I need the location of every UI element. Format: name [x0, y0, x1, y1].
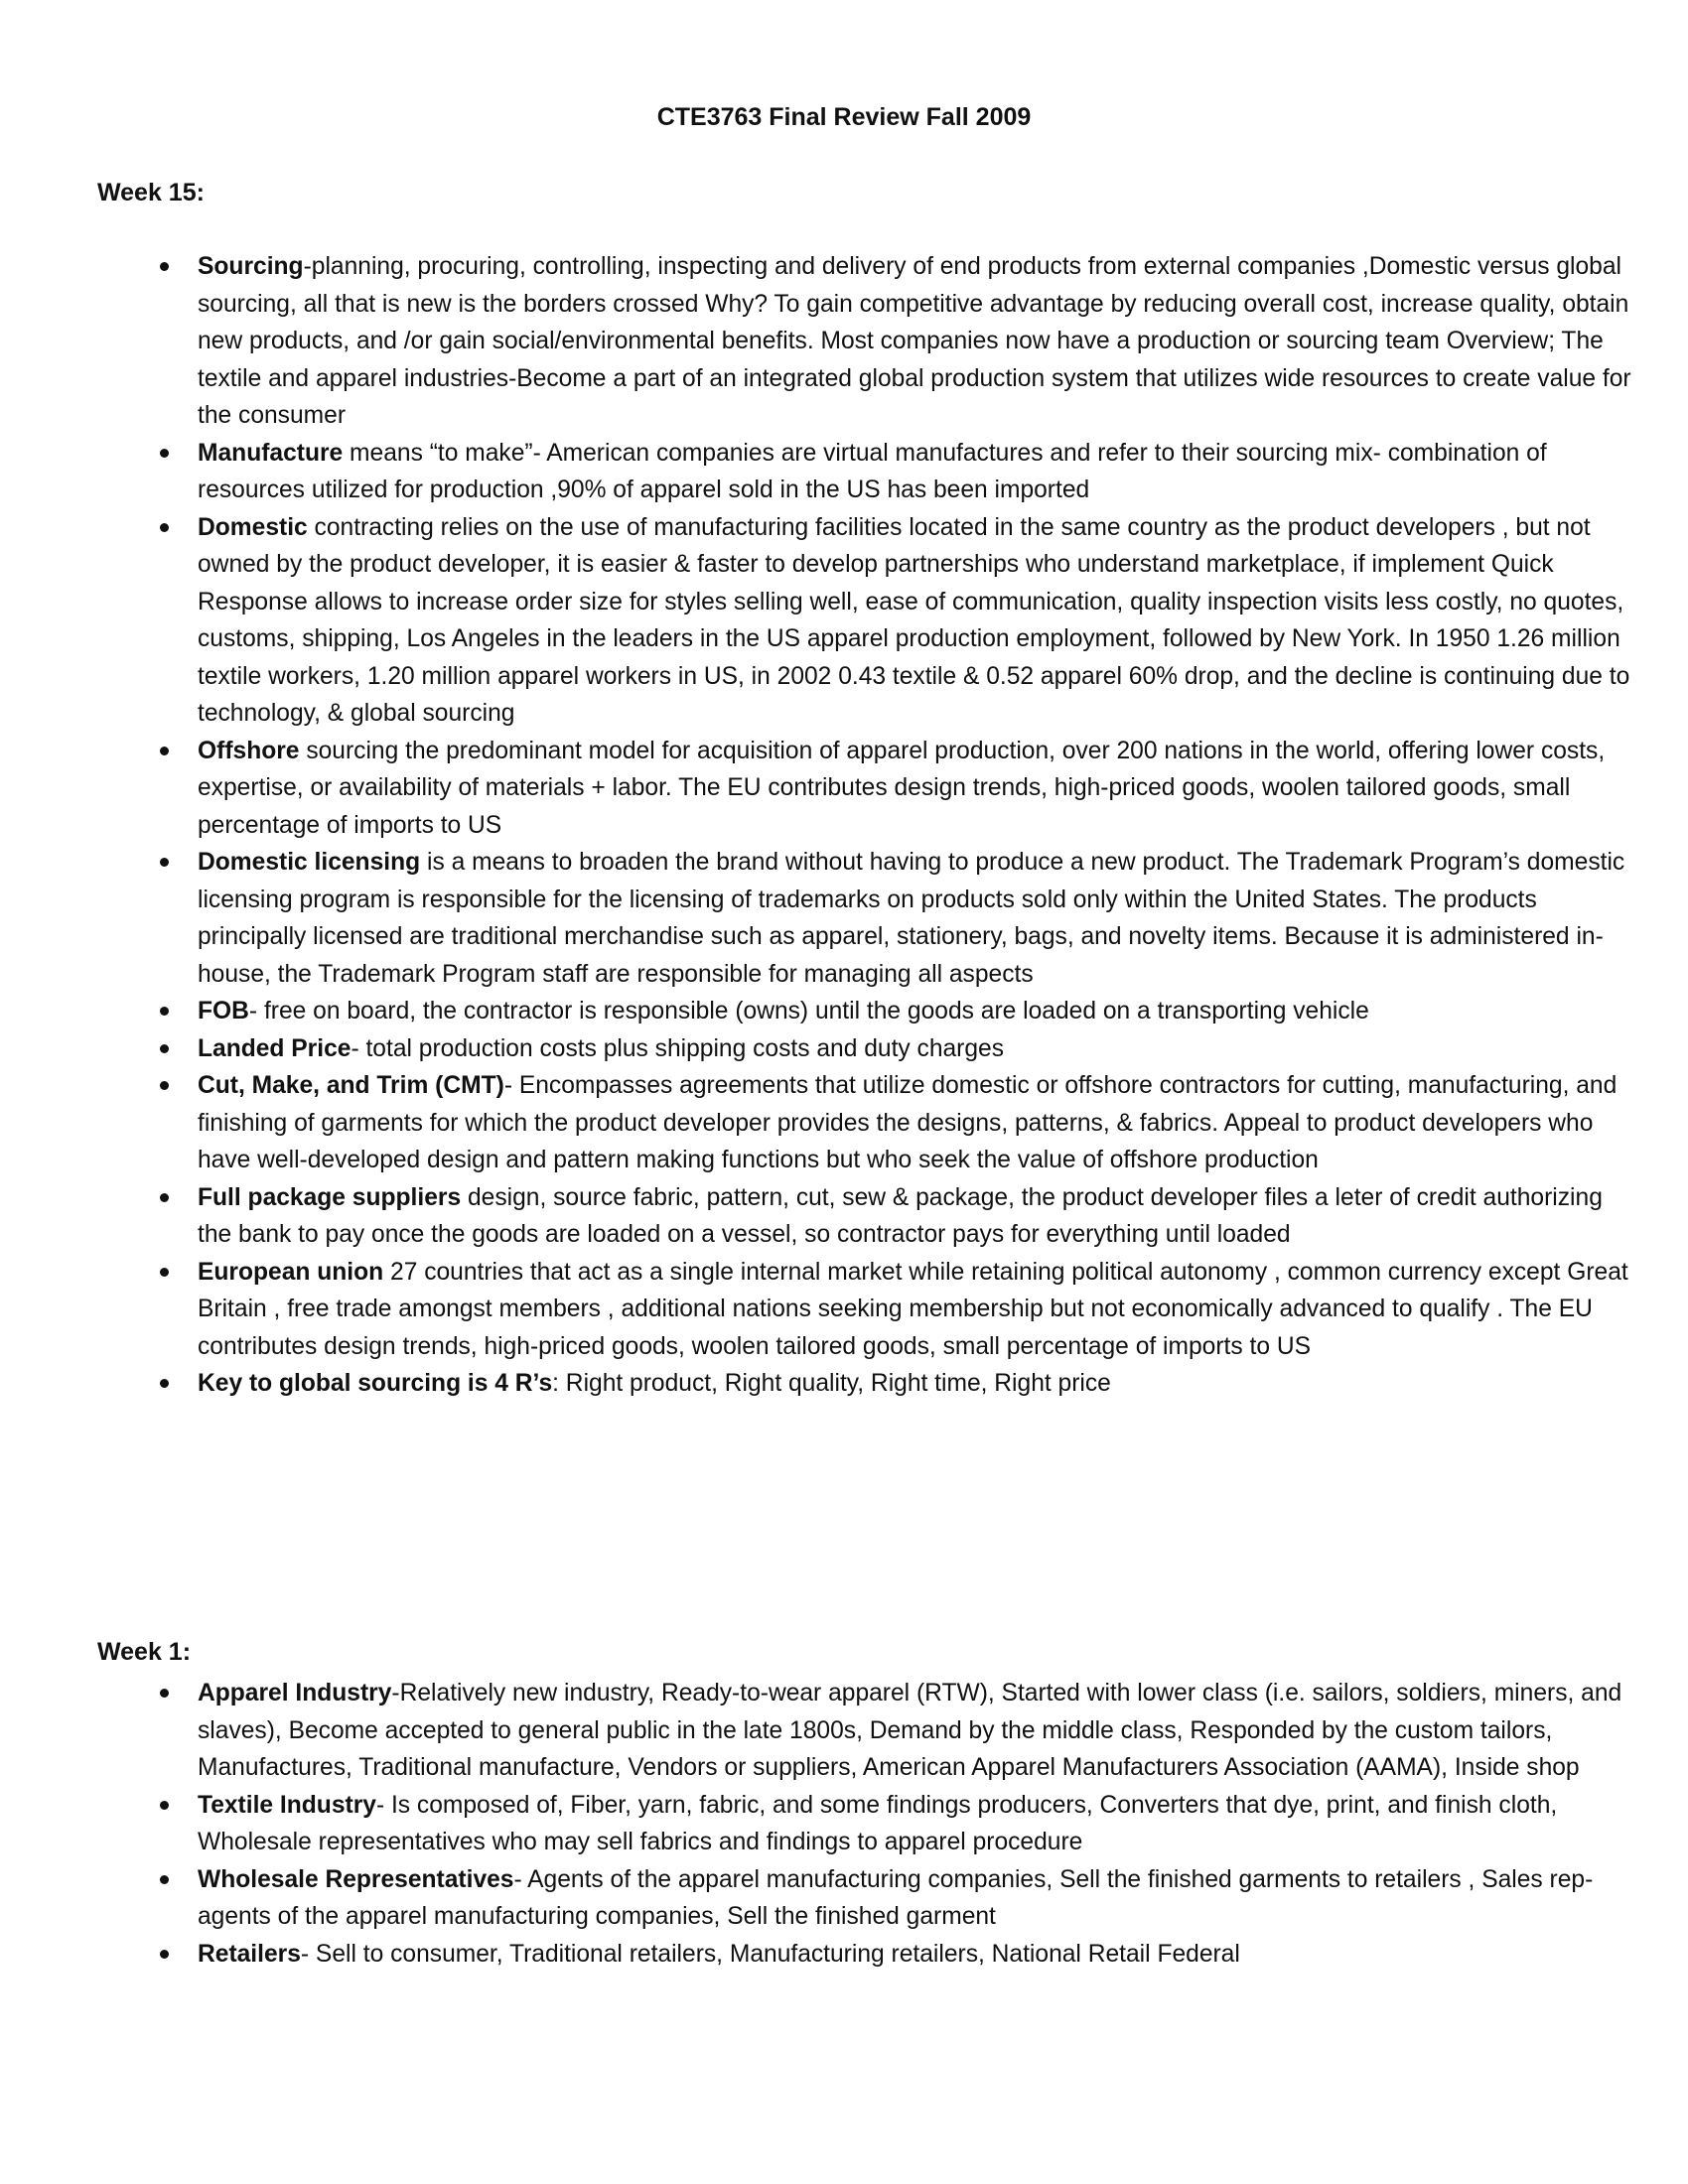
- list-item-textile-industry: [198, 1787, 1632, 1861]
- term-label: Cut, Make, and Trim (CMT): [198, 1072, 504, 1099]
- list-item-domestic-licensing: [198, 844, 1632, 993]
- definition-text: - Sell to consumer, Traditional retailers, Manufacturing retailers, National Retail Federal: [300, 1940, 1240, 1968]
- definition-text: - free on board, the contractor is responsible (owns) until the goods are loaded on a transporting vehicle: [248, 998, 1369, 1024]
- list-item-domestic: [198, 509, 1632, 733]
- term-label: Manufacture: [198, 439, 344, 467]
- definition-text: -Relatively new industry, Ready-to-wear apparel (RTW), Started with lower class (i.e. sailors, soldiers, miners, and slaves), Become accepted to general public in the late 1800s, Demand by the middle class, Responded by the custom tailors, Manufactures, Traditional manufacture, Vendors or suppliers, American Apparel Manufacturers Association (AAMA), Inside shop: [198, 1680, 1622, 1781]
- list-item-retailers: [198, 1936, 1632, 1974]
- term-label: Landed Price: [198, 1034, 352, 1062]
- list-item-cmt: [198, 1067, 1632, 1179]
- term-label: Textile Industry: [198, 1791, 376, 1819]
- definition-text: design, source fabric, pattern, cut, sew & package, the product developer files a leter of credit authorizing the bank to pay once the goods are loaded on a vessel, so contractor pays for everything until loaded: [198, 1183, 1603, 1248]
- week15-heading: Week 15:: [97, 179, 205, 206]
- definition-text: - Agents of the apparel manufacturing companies, Sell the finished garments to retailers , Sales rep- agents of the apparel manufacturing companies, Sell the finished garment: [198, 1865, 1594, 1930]
- list-item-landed-price: [198, 1030, 1632, 1068]
- list-item-sourcing: [198, 248, 1632, 435]
- document-title: CTE3763 Final Review Fall 2009: [656, 103, 1032, 131]
- week1-heading: Week 1:: [97, 1638, 192, 1666]
- term-label: FOB: [198, 998, 249, 1024]
- definition-text: : Right product, Right quality, Right time, Right price: [552, 1370, 1111, 1397]
- term-label: Offshore: [198, 737, 300, 764]
- list-item-apparel-industry: [198, 1675, 1632, 1787]
- definition-text: -planning, procuring, controlling, inspecting and delivery of end products from external companies ,Domestic versus global sourcing, all that is new is the borders crossed Why? To gain competitive advantage by reducing overall cost, increase quality, obtain new products, and /or gain social/environmental benefits. Most companies now have a production or sourcing team Overview; The textile and apparel industries-Become a part of an integrated global production system that utilizes wide resources to create value for the consumer: [198, 253, 1631, 429]
- term-label: European union: [198, 1258, 384, 1286]
- term-label: Domestic: [198, 513, 308, 541]
- list-item-manufacture: [198, 435, 1632, 509]
- definition-text: - Is composed of, Fiber, yarn, fabric, and some findings producers, Converters that dye, print, and finish cloth, Wholesale representatives who may sell fabrics and findings to apparel procedure: [198, 1791, 1558, 1855]
- term-label: Key to global sourcing is 4 R’s: [198, 1370, 553, 1397]
- list-item-full-package: [198, 1179, 1632, 1254]
- term-label: Sourcing: [198, 253, 304, 280]
- term-label: Retailers: [198, 1940, 301, 1968]
- definition-text: - total production costs plus shipping costs and duty charges: [351, 1034, 1005, 1062]
- definition-text: sourcing the predominant model for acquisition of apparel production, over 200 nations in the world, offering lower costs, expertise, or availability of materials + labor. The EU contributes design trends, high-priced goods, woolen tailored goods, small percentage of imports to US: [198, 737, 1606, 839]
- term-label: Full package suppliers: [198, 1183, 462, 1211]
- definition-text: contracting relies on the use of manufacturing facilities located in the same country as the product developers , but not owned by the product developer, it is easier & faster to develop partnerships who understand marketplace, if implement Quick Response allows to increase order size for styles selling well, ease of communication, quality inspection visits less costly, no quotes, customs, shipping, Los Angeles in the leaders in the US apparel production employment, followed by New York. In 1950 1.26 million textile workers, 1.20 million apparel workers in US, in 2002 0.43 textile & 0.52 apparel 60% drop, and the decline is continuing due to technology, & global sourcing: [198, 513, 1630, 727]
- list-item-offshore: [198, 733, 1632, 845]
- definition-text: is a means to broaden the brand without having to produce a new product. The Trademark Program’s domestic licensing program is responsible for the licensing of trademarks on products sold only within the United States. The products principally licensed are traditional merchandise such as apparel, stationery, bags, and novelty items. Because it is administered in-house, the Trademark Program staff are responsible for managing all aspects: [198, 849, 1625, 988]
- list-item-fob: [198, 993, 1632, 1030]
- week1-list: [154, 1675, 1632, 1973]
- definition-text: - Encompasses agreements that utilize domestic or offshore contractors for cutting, manufacturing, and finishing of garments for which the product developer provides the designs, patterns, & fabrics. Appeal to product developers who have well-developed design and pattern making functions but who seek the value of offshore production: [198, 1072, 1618, 1173]
- term-label: Wholesale Representatives: [198, 1865, 514, 1893]
- list-item-wholesale-reps: [198, 1861, 1632, 1936]
- list-item-european-union: [198, 1254, 1632, 1366]
- term-label: Apparel Industry: [198, 1680, 392, 1706]
- definition-text: 27 countries that act as a single internal market while retaining political autonomy , common currency except Great Britain , free trade amongst members , additional nations seeking membership but not economically advanced to qualify . The EU contributes design trends, high-priced goods, woolen tailored goods, small percentage of imports to US: [198, 1258, 1628, 1360]
- term-label: Domestic licensing: [198, 849, 421, 876]
- definition-text: means “to make”- American companies are virtual manufactures and refer to their sourcing mix- combination of resources utilized for production ,90% of apparel sold in the US has been imported: [198, 439, 1547, 503]
- week15-list: [154, 248, 1632, 1403]
- list-item-four-rs: [198, 1365, 1632, 1403]
